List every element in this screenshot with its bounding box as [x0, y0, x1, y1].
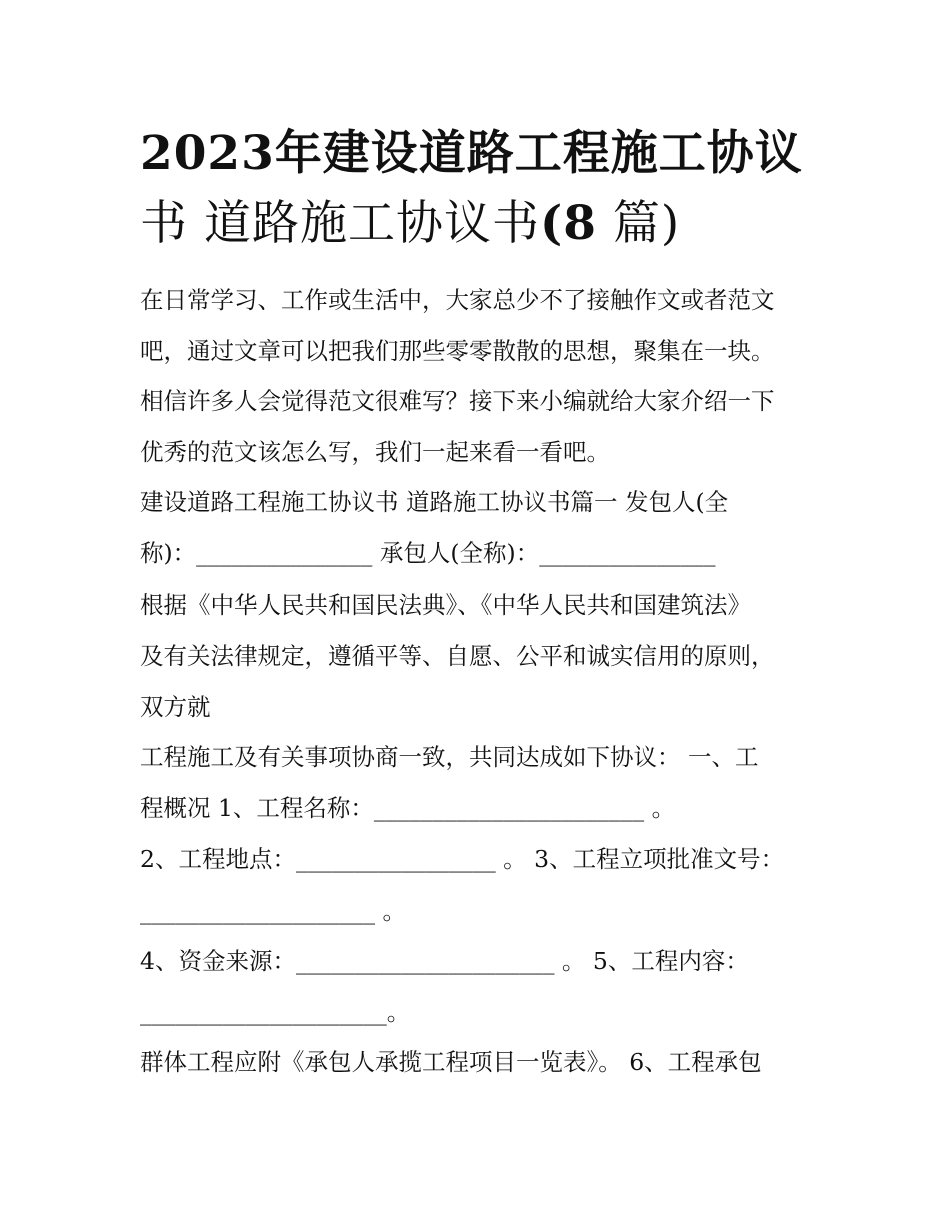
document-title-line-2	[140, 196, 681, 251]
body-text-line: 双方就	[140, 693, 211, 721]
body-text-line: 及有关法律规定，遵循平等、自愿、公平和诚实信用的原则，	[140, 642, 775, 670]
body-text-line: 群体工程应附《承包人承揽工程项目一览表》。 6、工程承包	[140, 1048, 762, 1076]
body-text-line: 在日常学习、工作或生活中，大家总少不了接触作文或者范文	[140, 286, 775, 314]
body-text-line: 相信许多人会觉得范文很难写？接下来小编就给大家介绍一下	[140, 387, 775, 415]
body-text-line: 2、工程地点：_________________ 。 3、工程立项批准文号：	[140, 845, 785, 873]
body-text-line: 优秀的范文该怎么写，我们一起来看一看吧。	[140, 438, 610, 466]
body-text-line: 程概况 1、工程名称：_______________________ 。	[140, 794, 676, 822]
body-text-line: 建设道路工程施工协议书 道路施工协议书篇一 发包人(全	[140, 488, 729, 516]
title-part: 篇)	[596, 196, 681, 251]
body-text-line: 工程施工及有关事项协商一致，共同达成如下协议： 一、工	[140, 743, 759, 771]
title-part: (8	[539, 196, 597, 251]
body-text-line: ____________________ 。	[140, 897, 406, 925]
body-text-line: 称)：_______________ 承包人(全称)：_______________	[140, 539, 716, 567]
body-text-line: 根据《中华人民共和国民法典》、《中华人民共和国建筑法》	[140, 591, 751, 619]
title-part: 书 道路施工协议书	[140, 196, 540, 251]
body-text-line: 吧，通过文章可以把我们那些零零散散的思想，聚集在一块。	[140, 337, 775, 365]
title-part: 年建设道路工程施工协议	[274, 126, 803, 181]
body-text-line: _____________________。	[140, 998, 411, 1026]
document-title-line-1	[140, 126, 803, 181]
body-text-line: 4、资金来源：______________________ 。 5、工程内容：	[140, 947, 749, 975]
title-part: 2023	[140, 126, 275, 181]
